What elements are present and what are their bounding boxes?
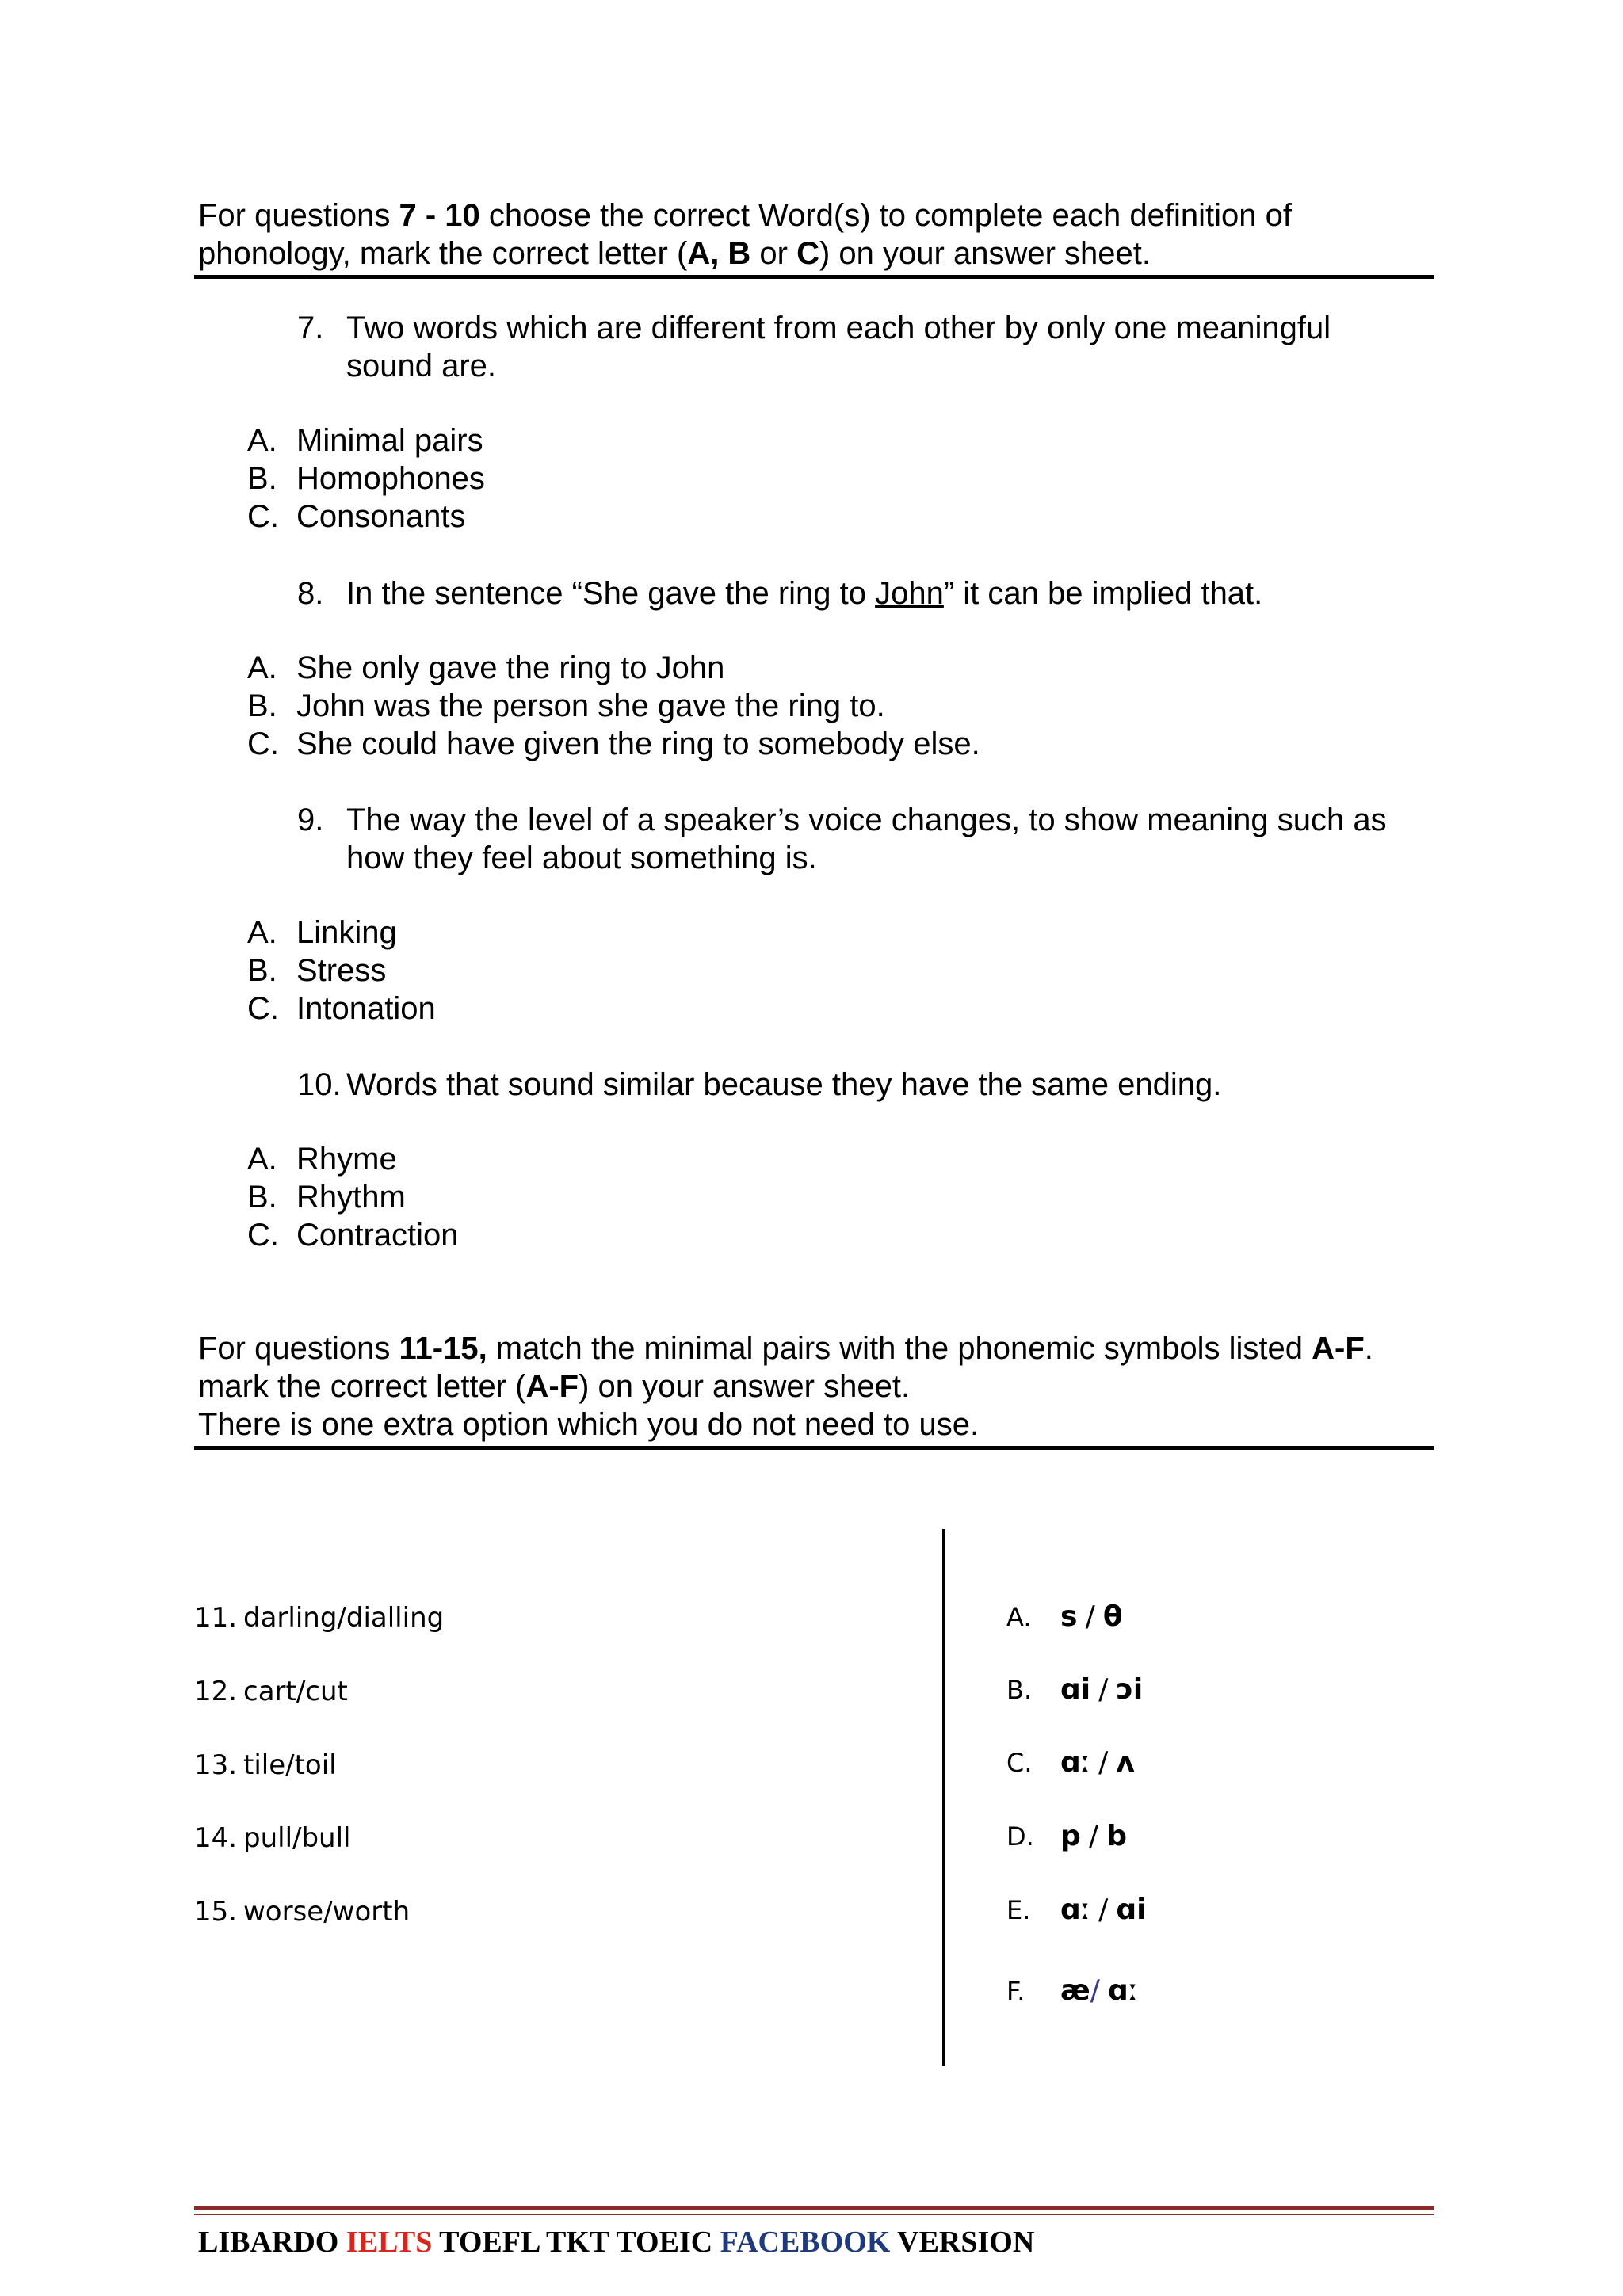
section2-instructions [198, 1329, 1373, 1444]
underlined-word: John [875, 576, 944, 611]
footer-facebook: FACEBOOK [720, 2225, 891, 2259]
option-text: Stress [296, 953, 387, 988]
question-text: Words that sound similar because they have the same ending. [346, 1067, 1222, 1102]
footer-part: TOEFL TKT TOEIC [432, 2225, 720, 2259]
option-b [247, 952, 436, 990]
symbol-e [1006, 1894, 1147, 1926]
slash: / [1098, 1673, 1109, 1706]
symbol-letter: A. [1006, 1602, 1032, 1632]
option-letter: B. [247, 688, 277, 723]
question-number: 7. [297, 311, 324, 345]
bold-range: A-F [1312, 1331, 1365, 1366]
question-text: ” it can be implied that. [943, 576, 1263, 611]
question-8-options [247, 649, 980, 763]
phoneme: p [1060, 1820, 1081, 1852]
text: ) on your answer sheet. [819, 236, 1151, 271]
phoneme: ɑi [1060, 1673, 1091, 1706]
option-a [247, 421, 485, 460]
symbol-letter: D. [1006, 1821, 1034, 1852]
option-text: Homophones [296, 461, 485, 496]
pair-text: tile/toil [243, 1749, 337, 1781]
option-c [247, 725, 980, 763]
phoneme: s [1060, 1600, 1078, 1633]
symbol-b [1006, 1673, 1143, 1706]
slash: / [1088, 1820, 1099, 1852]
column-divider [942, 1529, 945, 2066]
text: match the minimal pairs with the phonemic symbols listed [487, 1331, 1312, 1366]
option-c [247, 498, 485, 536]
option-b [247, 1178, 459, 1216]
option-letter: C. [247, 499, 279, 534]
text: ) on your answer sheet. [579, 1369, 911, 1404]
question-10 [297, 1066, 1438, 1104]
pair-number: 11. [194, 1602, 238, 1634]
option-letter: A. [247, 423, 277, 458]
option-letter: A. [247, 915, 277, 950]
option-b [247, 687, 980, 725]
text: mark the correct letter ( [198, 1369, 526, 1404]
option-a [247, 1140, 459, 1178]
bold-range: 7 - 10 [399, 198, 480, 233]
option-text: Minimal pairs [296, 423, 483, 458]
option-b [247, 460, 485, 498]
question-text: In the sentence “She gave the ring to [346, 576, 876, 611]
slash: / [1090, 1974, 1100, 2007]
pair-11 [194, 1602, 444, 1634]
pair-15 [194, 1896, 410, 1928]
footer-rule [194, 2206, 1434, 2210]
footer-text [198, 2225, 1034, 2260]
symbol-f [1006, 1974, 1138, 2007]
question-9 [297, 801, 1438, 877]
pair-text: cart/cut [243, 1676, 348, 1707]
pair-text: pull/bull [243, 1822, 351, 1854]
question-10-options [247, 1140, 459, 1254]
pair-number: 15. [194, 1896, 238, 1928]
option-letter: C. [247, 1218, 279, 1253]
option-c [247, 990, 436, 1028]
phoneme: ʌ [1116, 1746, 1135, 1779]
question-9-options [247, 913, 436, 1028]
slash: / [1098, 1894, 1109, 1926]
question-7 [297, 309, 1438, 385]
pair-number: 13. [194, 1749, 238, 1781]
option-letter: B. [247, 1180, 277, 1215]
option-text: She only gave the ring to John [296, 650, 725, 685]
phoneme: æ [1060, 1974, 1090, 2007]
option-a [247, 913, 436, 952]
text: phonology, mark the correct letter ( [198, 236, 688, 271]
section2-line1 [198, 1329, 1373, 1367]
option-text: Intonation [296, 991, 436, 1026]
pair-13 [194, 1749, 337, 1781]
phoneme: ɔi [1116, 1673, 1144, 1706]
phoneme: ɑː [1060, 1894, 1090, 1926]
symbol-c [1006, 1746, 1135, 1779]
text: For questions [198, 1331, 399, 1366]
footer-part: VERSION [890, 2225, 1035, 2259]
symbol-d [1006, 1820, 1127, 1852]
pair-text: worse/worth [243, 1896, 411, 1928]
section1-divider [194, 275, 1434, 279]
text: . [1364, 1331, 1373, 1366]
option-text: Linking [296, 915, 397, 950]
pair-number: 14. [194, 1822, 238, 1854]
question-number: 8. [297, 576, 324, 611]
footer-rule-thin [194, 2214, 1434, 2215]
question-8 [297, 574, 1438, 612]
section1-instructions [198, 196, 1292, 273]
option-text: Contraction [296, 1218, 459, 1253]
option-letter: C. [247, 991, 279, 1026]
pair-number: 12. [194, 1676, 238, 1707]
option-letter: B. [247, 953, 277, 988]
question-text-cont: sound are. [346, 349, 497, 383]
phoneme: ɑː [1060, 1746, 1090, 1779]
slash: / [1085, 1600, 1095, 1633]
symbol-letter: B. [1006, 1675, 1033, 1705]
option-letter: B. [247, 461, 277, 496]
question-number: 9. [297, 803, 324, 837]
option-text: Consonants [296, 499, 466, 534]
pair-14 [194, 1822, 351, 1854]
phoneme: b [1106, 1820, 1128, 1852]
option-text: Rhyme [296, 1142, 397, 1177]
bold-range: A-F [525, 1369, 579, 1404]
question-text-cont: how they feel about something is. [346, 841, 817, 875]
question-number: 10. [297, 1067, 342, 1102]
symbol-a [1006, 1600, 1123, 1633]
section1-line2 [198, 235, 1292, 273]
question-text: Two words which are different from each other by only one meaningful [346, 311, 1331, 345]
option-text: She could have given the ring to somebody else. [296, 727, 980, 761]
section2-divider [194, 1446, 1434, 1450]
option-letter: A. [247, 650, 277, 685]
bold-range: 11-15, [399, 1331, 487, 1366]
section1-line1 [198, 196, 1292, 235]
bold-letters: A, B [687, 236, 751, 271]
text: For questions [198, 198, 399, 233]
option-text: Rhythm [296, 1180, 406, 1215]
option-a [247, 649, 980, 687]
pair-text: darling/dialling [243, 1602, 445, 1634]
section2-line3: There is one extra option which you do not need to use. [198, 1407, 980, 1442]
pair-12 [194, 1676, 348, 1707]
phoneme: θ [1102, 1600, 1123, 1633]
question-7-options [247, 421, 485, 536]
question-text: The way the level of a speaker’s voice changes, to show meaning such as [346, 803, 1387, 837]
symbol-letter: F. [1006, 1976, 1025, 2006]
bold-letter: C [796, 236, 819, 271]
symbol-letter: C. [1006, 1748, 1033, 1778]
option-c [247, 1216, 459, 1254]
option-letter: C. [247, 727, 279, 761]
phoneme: ɑː [1108, 1974, 1138, 2007]
text: choose the correct Word(s) to complete each definition of [479, 198, 1292, 233]
option-text: John was the person she gave the ring to. [296, 688, 885, 723]
text: or [750, 236, 797, 271]
option-letter: A. [247, 1142, 277, 1177]
slash: / [1098, 1746, 1109, 1779]
symbol-letter: E. [1006, 1895, 1031, 1925]
phoneme: ɑi [1116, 1894, 1147, 1926]
footer-ielts: IELTS [346, 2225, 433, 2259]
footer-part: LIBARDO [198, 2225, 346, 2259]
section2-line2 [198, 1367, 1373, 1405]
